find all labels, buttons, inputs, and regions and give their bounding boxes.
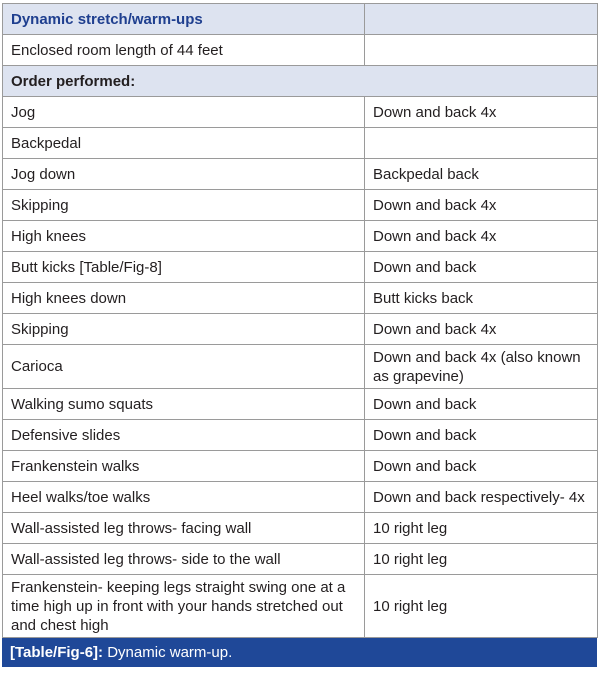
exercise-cell: Wall-assisted leg throws- facing wall xyxy=(3,513,365,544)
table-row xyxy=(3,345,598,389)
table-row xyxy=(3,513,598,544)
table-row xyxy=(3,221,598,252)
exercise-cell: Skipping xyxy=(3,190,365,221)
table-row xyxy=(3,159,598,190)
table-row xyxy=(3,190,598,221)
exercise-cell: Frankenstein- keeping legs straight swing one at a time high up in front with your hands stretched out and chest high xyxy=(3,575,365,638)
detail-cell: Down and back xyxy=(365,389,598,420)
table-row xyxy=(3,420,598,451)
detail-cell: Down and back 4x xyxy=(365,221,598,252)
intro-cell: Enclosed room length of 44 feet xyxy=(3,35,365,66)
table-row xyxy=(3,283,598,314)
table-header-row xyxy=(3,4,598,35)
exercise-cell: Butt kicks [Table/Fig-8] xyxy=(3,252,365,283)
exercise-cell: Walking sumo squats xyxy=(3,389,365,420)
exercise-cell: High knees down xyxy=(3,283,365,314)
section-heading: Order performed: xyxy=(3,66,598,97)
detail-cell: 10 right leg xyxy=(365,513,598,544)
exercise-cell: Jog xyxy=(3,97,365,128)
detail-cell: Down and back 4x xyxy=(365,190,598,221)
detail-cell: Down and back respectively- 4x xyxy=(365,482,598,513)
detail-cell xyxy=(365,128,598,159)
intro-empty-cell xyxy=(365,35,598,66)
exercise-cell: Backpedal xyxy=(3,128,365,159)
figure-caption xyxy=(2,638,597,667)
table-row xyxy=(3,97,598,128)
detail-cell: 10 right leg xyxy=(365,544,598,575)
warmup-table-figure xyxy=(2,3,597,667)
table-row xyxy=(3,544,598,575)
detail-cell: Backpedal back xyxy=(365,159,598,190)
table-row xyxy=(3,314,598,345)
exercise-cell: Wall-assisted leg throws- side to the wall xyxy=(3,544,365,575)
table-row xyxy=(3,451,598,482)
detail-cell: Down and back xyxy=(365,420,598,451)
detail-cell: Butt kicks back xyxy=(365,283,598,314)
table-row xyxy=(3,482,598,513)
exercise-cell: High knees xyxy=(3,221,365,252)
warmup-table xyxy=(2,3,598,638)
intro-row xyxy=(3,35,598,66)
caption-text: Dynamic warm-up. xyxy=(107,644,233,661)
table-row xyxy=(3,252,598,283)
exercise-cell: Frankenstein walks xyxy=(3,451,365,482)
table-row xyxy=(3,575,598,638)
exercise-cell: Jog down xyxy=(3,159,365,190)
detail-cell: 10 right leg xyxy=(365,575,598,638)
exercise-cell: Skipping xyxy=(3,314,365,345)
table-title-empty-cell xyxy=(365,4,598,35)
detail-cell: Down and back 4x (also known as grapevine) xyxy=(365,345,598,389)
table-row xyxy=(3,128,598,159)
detail-cell: Down and back xyxy=(365,252,598,283)
caption-label: [Table/Fig-6]: xyxy=(10,644,104,661)
table-title: Dynamic stretch/warm-ups xyxy=(3,4,365,35)
exercise-cell: Heel walks/toe walks xyxy=(3,482,365,513)
table-row xyxy=(3,389,598,420)
detail-cell: Down and back xyxy=(365,451,598,482)
exercise-cell: Carioca xyxy=(3,345,365,389)
detail-cell: Down and back 4x xyxy=(365,97,598,128)
detail-cell: Down and back 4x xyxy=(365,314,598,345)
exercise-cell: Defensive slides xyxy=(3,420,365,451)
section-row xyxy=(3,66,598,97)
